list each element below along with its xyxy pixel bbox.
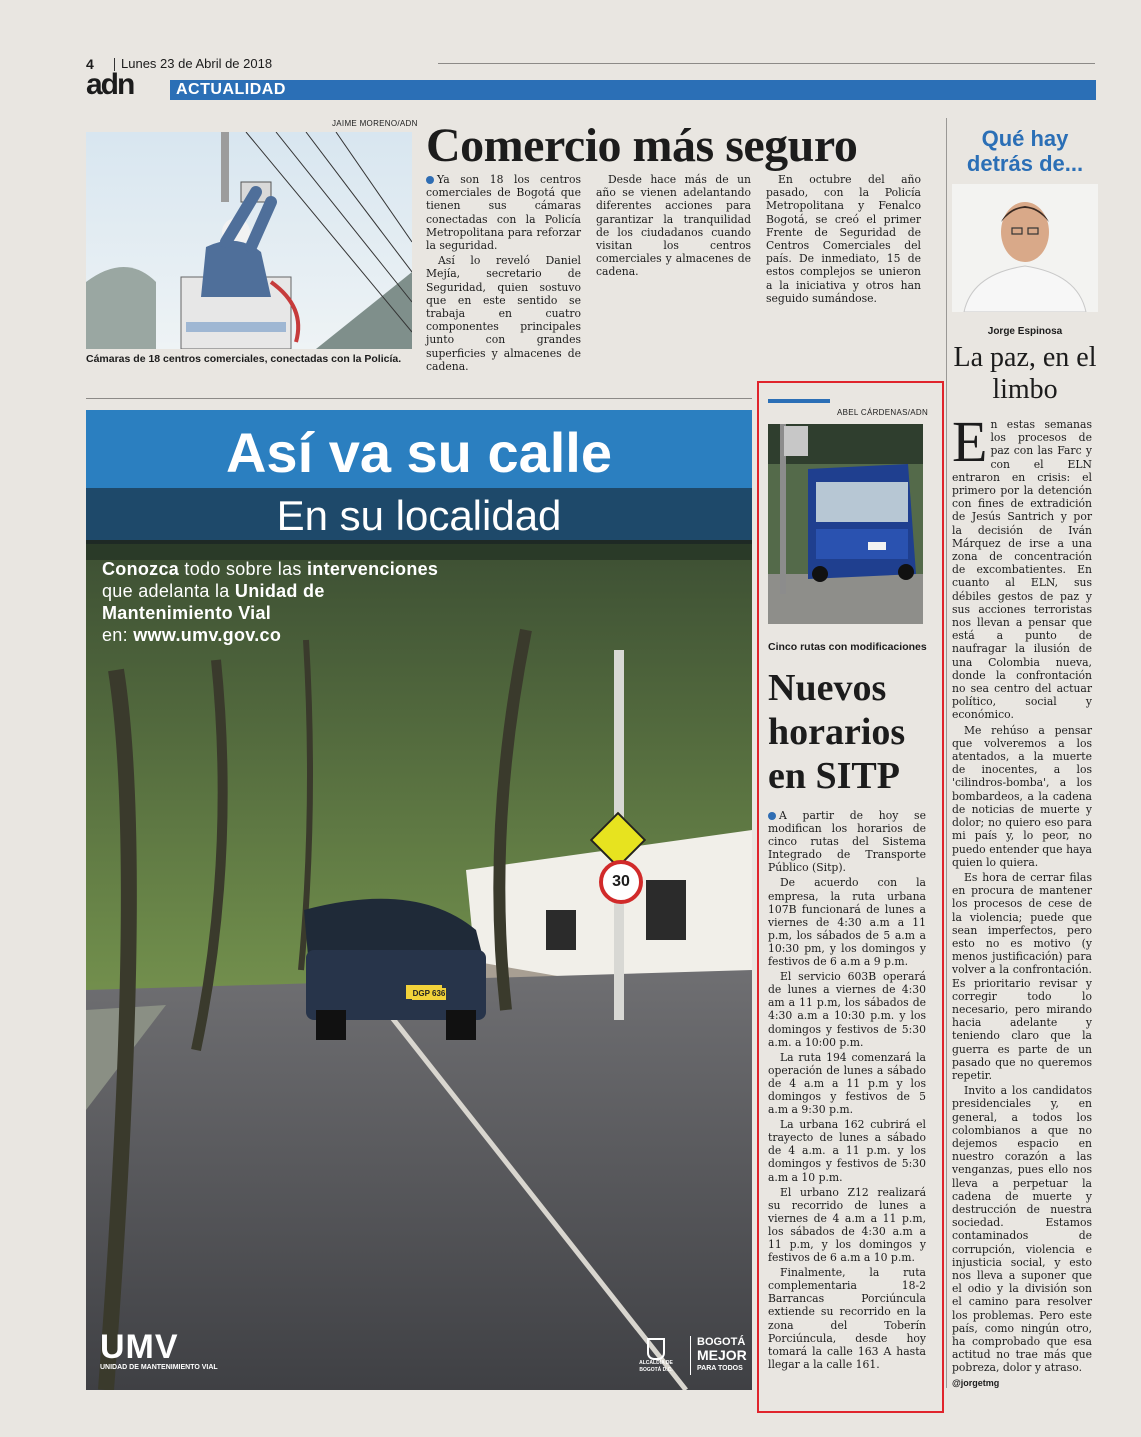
column-kicker xyxy=(952,126,1098,176)
bogota-text-3: PARA TODOS xyxy=(697,1365,743,1372)
sitp-paragraph-5: La urbana 162 cubrirá el trayecto de lunes a sábado de 4 a.m. a 11 p.m. y los domingos y festivos de 5:30 a.m a 10 p.m. xyxy=(768,1118,926,1184)
brand-logo: adn xyxy=(86,68,134,101)
column-paragraph-1: En estas semanas los procesos de paz con las Farc y con el ELN entraron en crisis: el primero por la detención con fines de extradición de Jesús Santrich y por la decisión de Iván Márquez de irse a una zona de concentración de excombatientes. En cuanto al ELN, sus débiles gestos de paz y sus acciones terroristas nos llevan a pensar que está a punto de naufragar la ilusión de una Colombia nueva, donde la confrontación no sea centro del actuar político, social y económico. xyxy=(952,409,1092,722)
author-name: Jorge Espinosa xyxy=(987,326,1063,337)
alcaldia-text: ALCALDÍA DE BOGOTÁ D.C. xyxy=(639,1360,673,1373)
street-photo xyxy=(86,410,752,1390)
top-story xyxy=(86,116,931,376)
column-paragraph-4: Invito a los candidatos presidenciales y, en general, a todos los colombianos a que no dejemos espacio en nuestro corazón a las venganzas, pues ello nos lleva a perpetuar la cadena de muerte y destrucción de nuestra sociedad. Estamos contaminados de corrupción, violencia e injusticia social, y esto nos lleva a suponer que el odio y la división son el camino para resolver los problemas. Pero este país, como ningún otro, ha comprobado que esa actitud no trae más que pobreza, dolor y atraso. xyxy=(952,1084,1092,1375)
bullet-dot xyxy=(426,176,434,184)
page-number: 4 xyxy=(86,56,94,72)
sitp-story xyxy=(757,381,944,1413)
page-date: Lunes 23 de Abril de 2018 xyxy=(121,56,273,71)
sitp-paragraph-1: A partir de hoy se modifican los horarios de cinco rutas del Sistema Integrado de Transporte Público (Sitp). xyxy=(768,809,926,875)
column-handle: @jorgetmg xyxy=(952,1377,1000,1388)
top-col-1 xyxy=(426,173,581,375)
column-paragraph-2: Me rehúso a pensar que volveremos a los atentados, a la muerte de inocentes, a los 'cilindros-bomba', a los bombardeos, a la cadena de noticias de muerte y dolor; no quiero eso para mi país y, lo peor, no puedo entender que haya quien lo quiera. xyxy=(952,723,1092,869)
top-col-2 xyxy=(596,173,751,283)
top-headline: Comercio más seguro xyxy=(426,119,858,172)
column-kicker-1: Qué hay xyxy=(981,126,1069,151)
bogota-text-1: BOGOTÁ xyxy=(697,1336,746,1348)
worker-photo-illustration xyxy=(86,132,412,349)
column-body xyxy=(952,409,1092,1392)
sitp-caption: Cinco rutas con modificaciones xyxy=(768,641,927,653)
ad-subtitle-band xyxy=(86,488,752,544)
umv-logo-text: UMV xyxy=(100,1328,179,1366)
author-portrait xyxy=(952,184,1098,312)
ad-body-text xyxy=(102,558,442,646)
column-headline: La paz, en el limbo xyxy=(953,342,1097,405)
speed-sign xyxy=(599,860,643,904)
section-rule xyxy=(86,398,752,399)
car-plate-text: DGP 636 xyxy=(412,989,446,998)
blue-kicker-bar xyxy=(768,399,830,403)
umv-logo xyxy=(100,1330,218,1371)
umv-ad xyxy=(86,410,752,1390)
page-header xyxy=(86,56,1096,106)
shield-icon xyxy=(647,1338,665,1360)
alcaldia-logo xyxy=(634,1338,678,1374)
sitp-headline: Nuevos horarios en SITP xyxy=(768,667,906,797)
top-col-3 xyxy=(766,173,921,307)
sitp-photo-credit: ABEL CÁRDENAS/ADN xyxy=(837,408,929,417)
ad-text-conozca: Conozca xyxy=(102,559,180,579)
sitp-paragraph-2: De acuerdo con la empresa, la ruta urbana 107B funcionará de lunes a viernes de 4:30 a.m a 11 p.m, los sábados de 5 a.m a 10:30 pm, y los domingos y festivos de 6 a.m a 9 p.m. xyxy=(768,876,926,969)
top-paragraph-2: Así lo reveló Daniel Mejía, secretario de Seguridad, quien sostuvo que en este sentido se trabaja en cuatro componentes principales junto con grandes superficies y almacenes de cadena. xyxy=(426,254,581,373)
bogota-text-2: MEJOR xyxy=(697,1347,747,1363)
umv-logo-sub: UNIDAD DE MANTENIMIENTO VIAL xyxy=(100,1364,218,1371)
sitp-paragraph-6: El urbano Z12 realizará su recorrido de lunes a viernes de 4 a.m a 11 p.m, los sábados de 4:30 a.m a 11 p.m, y los domingos y festivos de 6 a.m a 10 p.m. xyxy=(768,1185,926,1265)
car-plate xyxy=(412,988,446,1000)
bus-photo xyxy=(768,424,923,624)
photo-credit: JAIME MORENO/ADN xyxy=(332,119,418,128)
ad-text-2: todo sobre las xyxy=(179,559,307,579)
ad-text-4: que adelanta la xyxy=(102,581,235,601)
bogota-logo xyxy=(690,1336,747,1375)
column-divider xyxy=(946,118,947,1388)
ad-text-en: en: xyxy=(102,625,134,645)
section-label: ACTUALIDAD xyxy=(176,81,286,98)
column-kicker-2: detrás de... xyxy=(966,151,1084,176)
drop-cap: E xyxy=(952,409,988,474)
speed-sign-text: 30 xyxy=(612,873,630,890)
top-rule xyxy=(438,63,1095,64)
worker-photo xyxy=(86,132,412,349)
ad-title: Así va su calle xyxy=(225,421,612,484)
ad-url-link[interactable]: www.umv.gov.co xyxy=(133,625,282,645)
top-paragraph-1: Ya son 18 los centros comerciales de Bogotá que tienen sus cámaras conectadas con la Policía Metropolitana para reforzar la seguridad. xyxy=(426,173,581,253)
ad-text-unidad: Unidad de Mantenimiento Vial xyxy=(102,581,325,623)
sitp-paragraph-7: Finalmente, la ruta complementaria 18-2 Barrancas Porciúncula extiende su recorrido en la zona del Toberín Porciúncula, desde hoy tomará la calle 163 A hasta llegar a la calle 161. xyxy=(768,1266,926,1371)
top-paragraph-3: Desde hace más de un año se vienen adelantando diferentes acciones para garantizar la tranquilidad de los ciudadanos cuando visitan los centros comerciales y almacenes de cadena. xyxy=(596,173,751,279)
ad-text-intervenciones: intervenciones xyxy=(306,559,439,579)
ad-subtitle: En su localidad xyxy=(276,492,562,539)
sitp-body xyxy=(768,809,926,1373)
author-photo xyxy=(952,184,1098,312)
sitp-paragraph-3: El servicio 603B operará de lunes a viernes de 4:30 am a 11 p.m, los sábados de 4:30 a.m a 10:30 p.m. y los domingos y festivos de 5:30 a.m. a 10:00 p.m. xyxy=(768,970,926,1049)
bus-photo-illustration xyxy=(768,424,923,624)
bullet-dot xyxy=(768,812,776,820)
column-paragraph-3: Es hora de cerrar filas en procura de mantener los procesos de cese de la violencia; puede que sean imperfectos, pero esto no es motivo (y menos justificación) para volver a la confrontación. Es prioritario revisar y corregir todo lo necesario, pero mirando hacia adelante y teniendo claro que la guerra es parte de un pasado que no queremos repetir. xyxy=(952,870,1092,1082)
section-bar xyxy=(170,80,1096,100)
sitp-paragraph-4: La ruta 194 comenzará la operación de lunes a sábado de 4 a.m a 11 p.m y los domingos y festivos de 5 a.m a 9:30 p.m. xyxy=(768,1050,926,1117)
top-paragraph-5: En octubre del año pasado, con la Policía Metropolitana y Fenalco Bogotá, se creó el primer Frente de Seguridad de Centros Comerciales del país. De inmediato, 15 de estos complejos se unieron a la iniciativa y otros han seguido sumándose. xyxy=(766,173,921,305)
top-photo-caption: Cámaras de 18 centros comerciales, conectadas con la Policía. xyxy=(86,353,402,365)
opinion-column xyxy=(952,118,1098,1398)
